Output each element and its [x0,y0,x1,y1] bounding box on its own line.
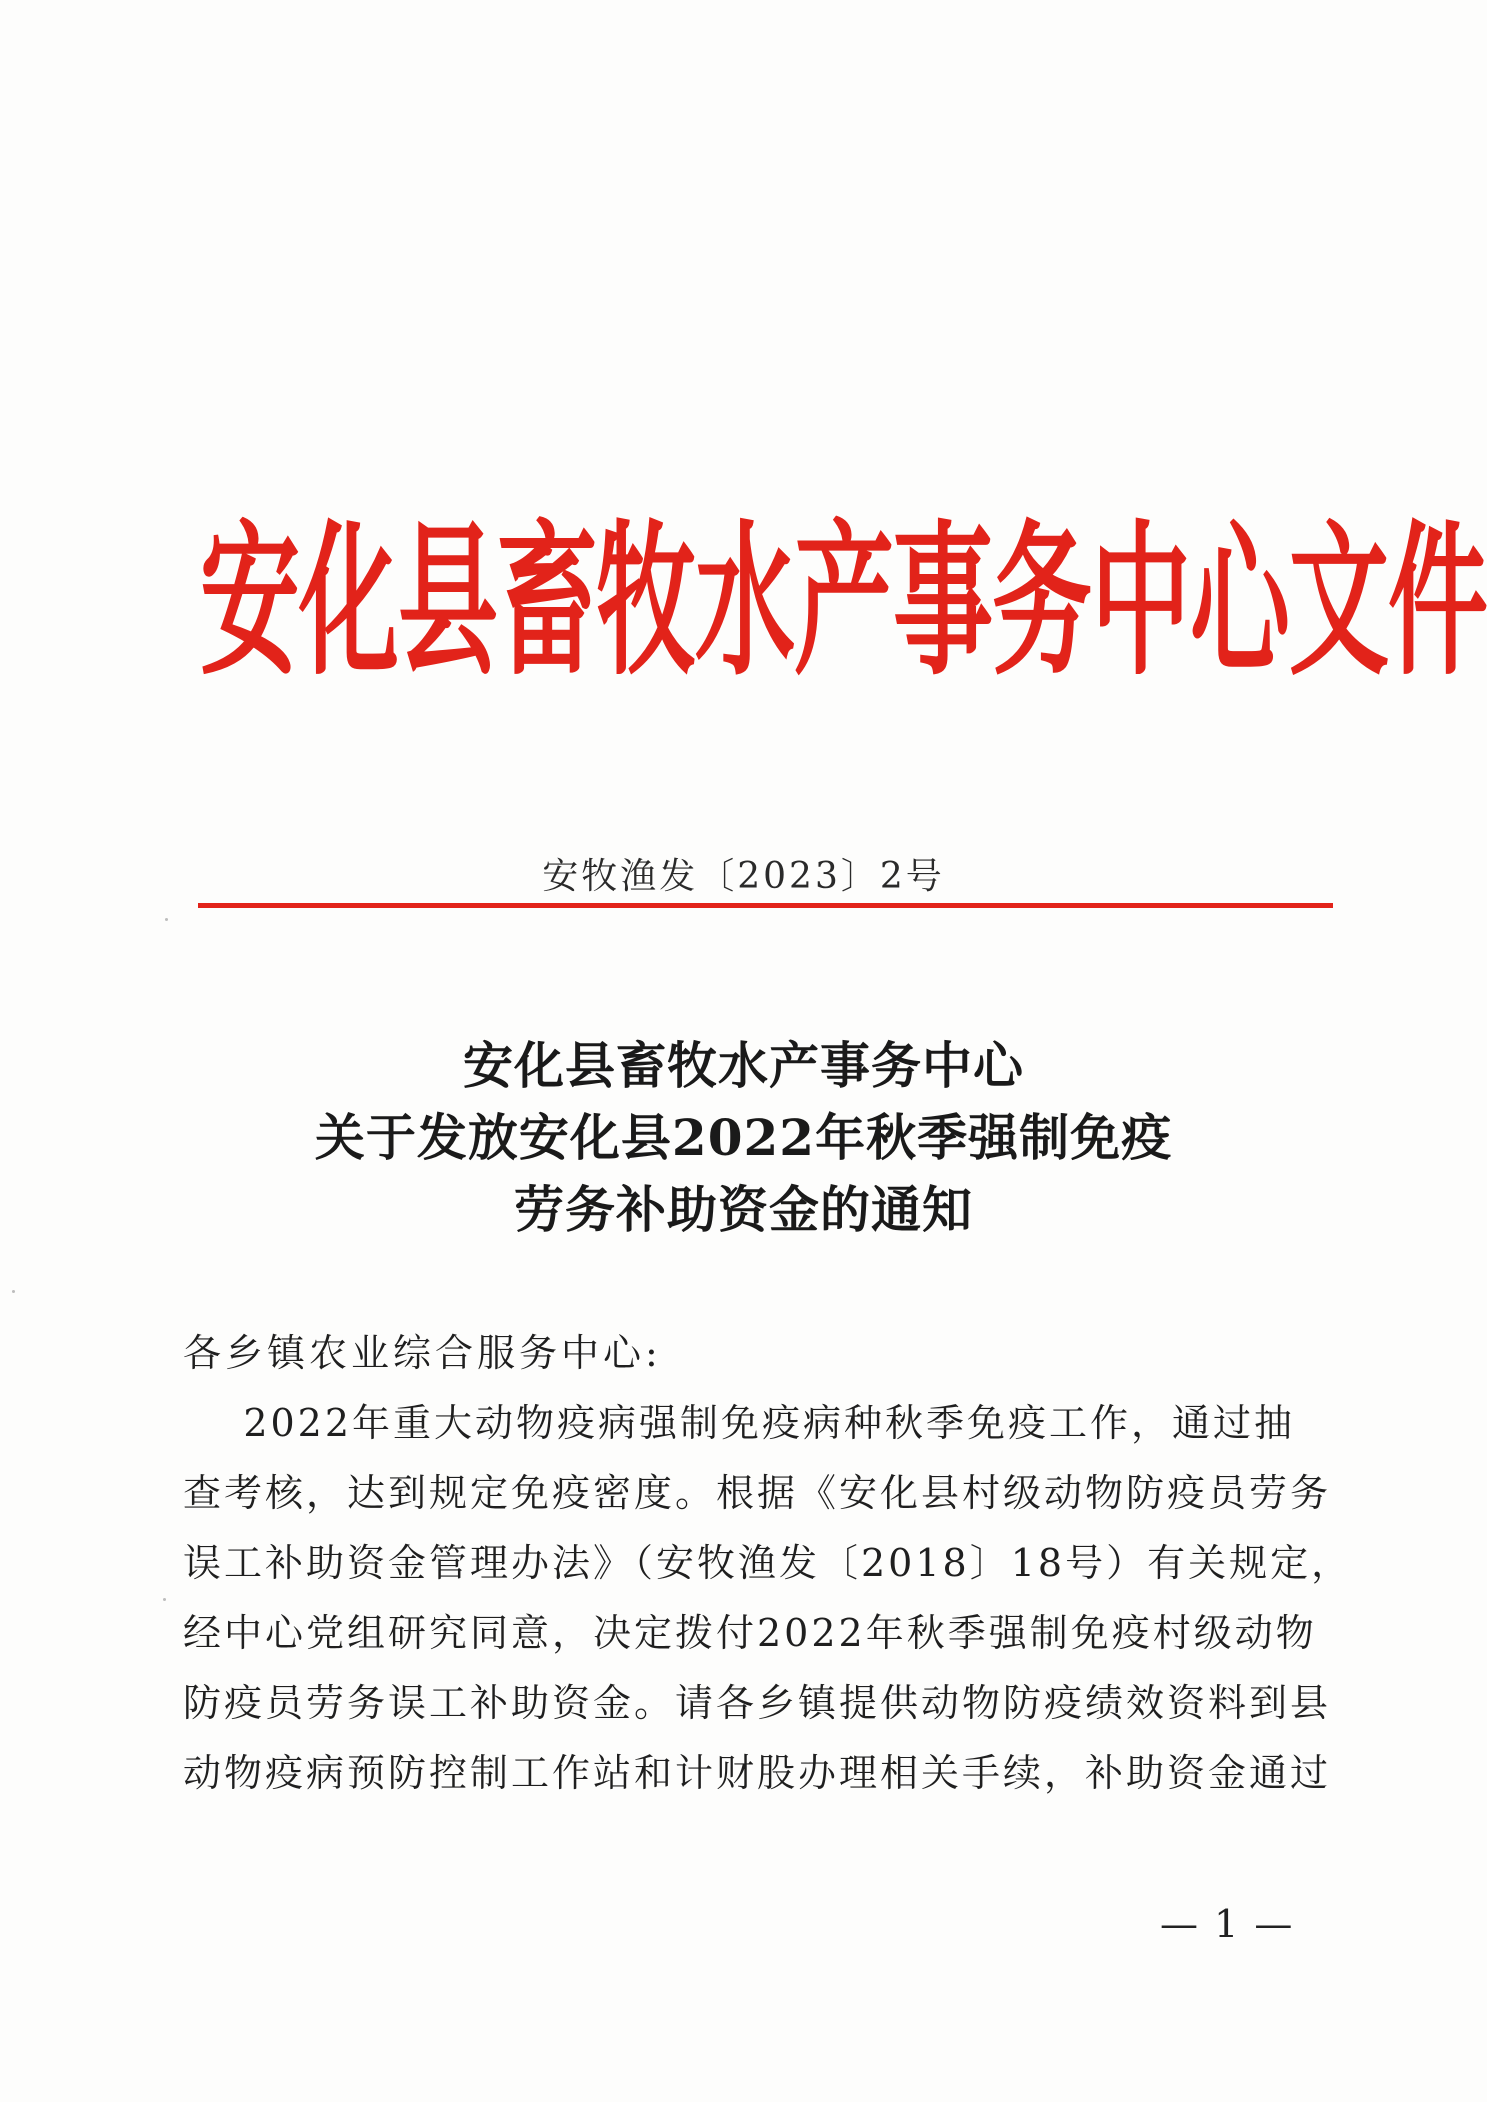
body-line: 2022年重大动物疫病强制免疫病种秋季免疫工作，通过抽 [183,1401,1296,1445]
notice-title-line: 劳务补助资金的通知 [514,1180,973,1239]
body-line: 查考核，达到规定免疫密度。根据《安化县村级动物防疫员劳务 [183,1471,1332,1515]
notice-title-line: 关于发放安化县2022年秋季强制免疫 [314,1108,1173,1167]
body-paragraph [183,1388,1353,1808]
body-line: 误工补助资金管理办法》（安牧渔发〔2018〕18号）有关规定， [183,1541,1353,1585]
red-divider-line [198,903,1333,908]
page-number: — 1 — [1160,1902,1295,1946]
scan-speck [165,918,168,921]
salutation: 各乡镇农业综合服务中心: [183,1331,662,1375]
body-line: 防疫员劳务误工补助资金。请各乡镇提供动物防疫绩效资料到县 [183,1681,1332,1725]
body-line: 动物疫病预防控制工作站和计财股办理相关手续，补助资金通过 [183,1751,1332,1795]
document-masthead [200,505,1487,730]
notice-title-line: 安化县畜牧水产事务中心 [463,1036,1024,1095]
body-line: 经中心党组研究同意，决定拨付2022年秋季强制免疫村级动物 [183,1611,1317,1655]
masthead-title: 安化县畜牧水产事务中心文件 [200,505,1487,699]
scan-speck [163,1598,166,1601]
document-number: 安牧渔发〔2023〕2号 [542,856,945,897]
scan-speck [12,1290,15,1293]
notice-title [0,1030,1487,1246]
